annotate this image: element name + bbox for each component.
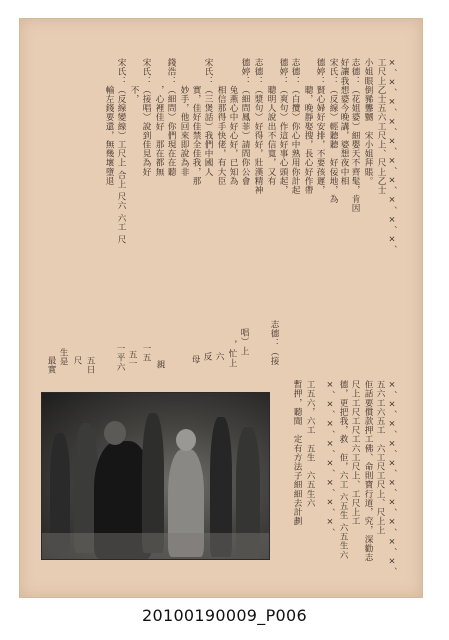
text-column: 相信那得手快佬，有大臣 bbox=[216, 58, 226, 186]
text-column: 宋氏：（接唱）說到佳見為好 bbox=[141, 58, 151, 177]
text-column: ×、×、×、×、×、×、×、×、×、×、 bbox=[387, 380, 397, 576]
text-column: 一五 bbox=[141, 344, 151, 363]
text-column: 志德：（白攬）你心中熟用你計起 bbox=[290, 58, 300, 195]
text-column: 志德：（花姐婆）細嬰天不齊髦，肯因 bbox=[350, 58, 360, 213]
text-column: 工五六，六工 五生 六五生六 bbox=[305, 380, 315, 508]
text-column: 生是 bbox=[58, 348, 68, 367]
text-column: 親 bbox=[155, 360, 165, 370]
text-column: ×、×、×、×、×、×、×、×、 bbox=[325, 380, 335, 537]
text-column: 尺 bbox=[72, 356, 82, 366]
text-column: 工尺上乙士五六工尺上、尺上乙士 bbox=[376, 58, 386, 195]
film-still-photo bbox=[41, 392, 270, 560]
text-column: 好讓我想婆今晚講，婆想夜中相 bbox=[339, 58, 349, 186]
text-column: 最實 bbox=[46, 356, 56, 375]
archive-id-caption: 20100190009_P006 bbox=[142, 606, 307, 625]
text-column: 五日 bbox=[85, 356, 95, 375]
text-column: ，心裡佳好 那在都無 bbox=[154, 58, 164, 177]
text-column: 六 bbox=[214, 352, 224, 362]
text-column: 志德：（漿句）好得好，壯漢精神 bbox=[253, 58, 263, 195]
text-column: ，忙上 bbox=[227, 340, 237, 368]
text-column: 志德：（接 bbox=[269, 320, 279, 366]
text-column: 尺上工尺工尺工六工尺上、工尺上工 bbox=[350, 380, 360, 526]
text-column: 母 bbox=[190, 355, 200, 365]
text-column: 五六工六五工 六工尺工尺上、尺上上 bbox=[375, 380, 385, 535]
text-column: 唱）上 bbox=[239, 328, 249, 356]
text-column: 五一 bbox=[127, 350, 137, 369]
text-column: 錢浩：（細問）你們現在在聽 bbox=[166, 58, 176, 177]
text-column: 宋氏：（反線）輕聽聽 好佞地，為 bbox=[328, 58, 338, 204]
text-column: 德婷：（細問鳳菲）請問你公會 bbox=[240, 58, 250, 186]
text-column: 暫押，聽聞 定有方法子細細去計劃 bbox=[292, 380, 302, 526]
text-column: 德婷：（爽句）作這好事心頭起， bbox=[278, 58, 288, 195]
text-column: 兔燕心中好心好，已知為 bbox=[228, 58, 238, 186]
text-column: 佢話要償款押工佛、命則寶行道，究，深勸志 bbox=[363, 380, 373, 562]
text-column: 德婷：賢心婦好安排，不要孩遲， bbox=[315, 58, 325, 195]
text-column: ×、×、×、×、×、×、×、×、×、×、 bbox=[387, 58, 397, 254]
text-column: 小姐眼倒豨聾嬲 宋小姐拜賬。 bbox=[363, 58, 373, 186]
text-column: 反 bbox=[202, 352, 212, 362]
text-column: 實，佳好佳禁全佳我，那 bbox=[191, 58, 201, 186]
text-column: 德，更把我，救 佢，六工 六五生 六五生六 bbox=[338, 380, 348, 560]
text-column: 宋氏：（反線變線）工尺上 合上 尺六 六工 尺 bbox=[116, 58, 126, 244]
text-column: 輸左錢要還，無幾壞墮退 bbox=[104, 58, 114, 186]
text-column: 聰明人說出不信寬，又有 bbox=[266, 58, 276, 186]
text-column: 聰，晚靜娶搜，長心好作帶 bbox=[303, 58, 313, 195]
text-column: 不， bbox=[129, 58, 139, 104]
text-column: 一平六 bbox=[115, 344, 125, 372]
text-column: 宋氏：（三煲話）我們中國人 bbox=[203, 58, 213, 177]
text-column: 妙手，他回來即說為非 bbox=[179, 58, 189, 177]
